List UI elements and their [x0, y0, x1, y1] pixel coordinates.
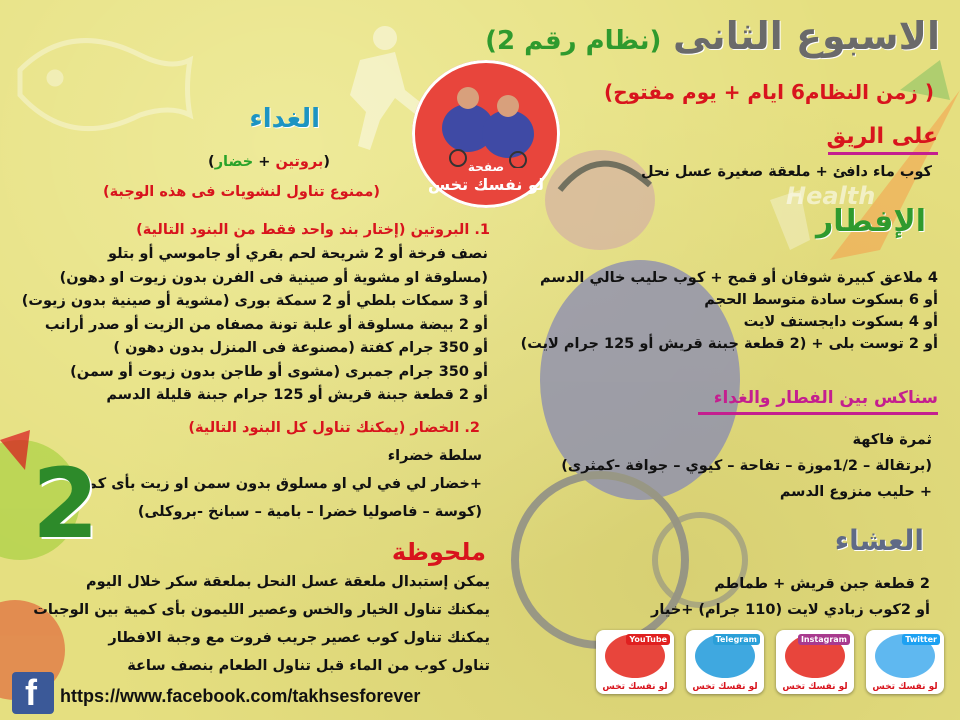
dinner-list [530, 576, 930, 628]
page-title: الاسبوع الثانى [672, 14, 940, 58]
protein-line: أو 2 قطعة جبنة قريش أو 125 جرام جبنة قليلة الدسم [106, 387, 488, 403]
breakfast-title: الإفطار [815, 204, 926, 239]
logo-mascot-icon [428, 68, 544, 168]
note-line: تناول كوب من الماء قبل تناول الطعام بنصف ساعة [127, 658, 490, 674]
dinner-line: أو 2كوب زبادي لايت (110 جرام) +خيار [651, 602, 930, 618]
page-subtitle: ( زمن النظام6 ايام + يوم مفتوح) [604, 80, 934, 104]
fasting-title: على الريق [826, 124, 938, 149]
protein-line: أو 3 سمكات بلطي أو 2 سمكة بورى (مشوية أو صينية بدون زيوت) [21, 293, 488, 309]
health-watermark: Health [786, 182, 876, 210]
veg-line: (كوسة – فاصوليا خضرا – بامية – سبانخ -بروكلى) [137, 504, 482, 520]
protein-line: أو 350 جرام جمبرى (مشوى أو طاجن بدون زيوت أو سمن) [70, 363, 488, 380]
lunch-title: الغداء [249, 104, 320, 134]
protein-list [0, 246, 488, 411]
protein-line: أو 2 بيضة مسلوقة أو علبة تونة مصفاه من الزيت أو صدر أرانب [44, 316, 488, 333]
twitter-badge[interactable]: Twitter لو نفسك تخس [866, 630, 944, 694]
instagram-icon: Instagram [798, 634, 850, 645]
facebook-link[interactable]: https://www.facebook.com/takhsesforever [60, 686, 421, 706]
telegram-badge[interactable]: Telegram لو نفسك تخس [686, 630, 764, 694]
fasting-line: كوب ماء دافئ + ملعقة صغيرة عسل نحل [640, 164, 932, 180]
logo-text-line1: صفحة [467, 160, 505, 174]
page-title-row [420, 14, 940, 58]
lunch-protein-word: بروتين [275, 154, 324, 170]
telegram-icon: Telegram [713, 634, 760, 645]
page-title-suffix: (نظام رقم 2) [485, 26, 662, 56]
note-line: يمكنك تناول الخيار والخس وعصير الليمون بأى كمية بين الوجبات [33, 602, 490, 618]
lunch-formula: (بروتين + خضار) [208, 154, 330, 170]
logo-text-line2: لو نفسك تخس [427, 175, 545, 194]
lunch-no-carbs-note: (ممنوع تناول لنشويات فى هذه الوجبة) [102, 184, 380, 200]
breakfast-line: أو 6 بسكوت سادة متوسط الحجم [704, 292, 938, 308]
brand-logo [412, 60, 560, 208]
protein-section-title: 1. البروتين (إختار بند واحد فقط من البنود التالية) [136, 222, 490, 238]
youtube-icon: YouTube [626, 634, 670, 645]
protein-line: أو 350 جرام كفتة (مصنوعة فى المنزل بدون دهون ) [113, 340, 488, 356]
youtube-badge[interactable]: YouTube لو نفسك تخس [596, 630, 674, 694]
notes-list [30, 574, 490, 686]
facebook-icon[interactable]: f [12, 672, 54, 714]
breakfast-line: أو 2 توست بلى + (2 قطعة جبنة قريش أو 125 جرام لايت) [520, 336, 938, 352]
breakfast-list [468, 270, 938, 358]
snacks-underline [698, 412, 938, 415]
instagram-badge[interactable]: Instagram لو نفسك تخس [776, 630, 854, 694]
notes-title: ملحوظة [391, 538, 486, 566]
snacks-title: سناكس بين الفطار والغداء [713, 388, 938, 408]
breakfast-line: 4 ملاعق كبيرة شوفان أو قمح + كوب حليب خالي الدسم [539, 270, 938, 286]
snack-line: ثمرة فاكهة [852, 432, 932, 448]
dinner-title: العشاء [834, 524, 924, 557]
week-number-badge: 2 [32, 448, 99, 560]
lunch-veg-word: خضار [214, 154, 254, 170]
veg-line: +خضار لي في لي او مسلوق بدون سمن او زيت بأى كمية [73, 476, 482, 492]
twitter-icon: Twitter [902, 634, 940, 645]
snack-line: (برتقالة – 1/2موزة – تفاحة – كيوي – جوافة -كمثرى) [561, 458, 932, 474]
veg-line: سلطة خضراء [387, 448, 482, 464]
note-line: يمكنك تناول كوب عصير جريب فروت مع وجبة الافطار [108, 630, 490, 646]
veg-list [60, 448, 482, 532]
protein-line: نصف فرخة أو 2 شريحة لحم بقري أو جاموسي أو بتلو [108, 246, 488, 262]
dinner-line: 2 قطعة جبن قريش + طماطم [714, 576, 930, 592]
note-line: يمكن إستبدال ملعقة عسل النحل بملعقة سكر خلال اليوم [86, 574, 490, 590]
fasting-underline [828, 152, 938, 155]
snack-line: + حليب منزوع الدسم [779, 484, 932, 500]
protein-line: (مسلوقة او مشوية أو صينية فى الفرن بدون زيوت او دهون) [59, 269, 488, 286]
snacks-list [492, 432, 932, 510]
veg-section-title: 2. الخضار (يمكنك تناول كل البنود التالية) [188, 420, 480, 436]
breakfast-line: أو 4 بسكوت دايجستف لايت [743, 314, 938, 330]
